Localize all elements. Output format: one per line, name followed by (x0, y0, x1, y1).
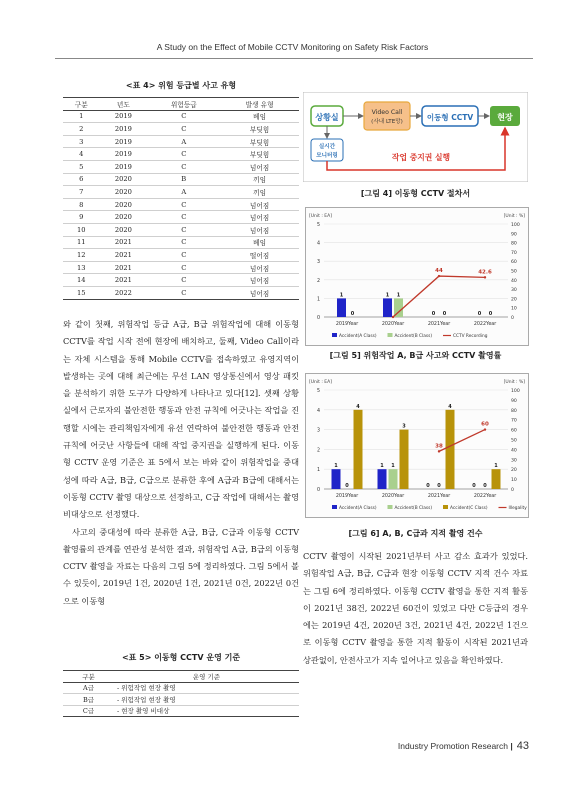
y-tick-label: 4 (316, 408, 320, 414)
y-tick-label: 5 (316, 223, 320, 228)
figure6-caption: [그림 6] A, B, C급과 지적 촬영 건수 (348, 529, 483, 538)
table-cell: 2021 (99, 274, 147, 287)
table-cell: C (147, 274, 220, 287)
legend-swatch (332, 505, 337, 509)
table-row (63, 173, 299, 186)
y-tick-label: 1 (316, 468, 320, 474)
legend-label: CCTV Recording (453, 334, 488, 339)
data-label: 0 (483, 483, 487, 489)
table-cell: 베임 (220, 236, 299, 249)
left-axis-unit: [Unit : EA] (309, 380, 332, 385)
y2-tick-label: 50 (511, 438, 517, 444)
y2-tick-label: 40 (511, 448, 517, 454)
table4 (63, 97, 299, 300)
data-label: 3 (402, 423, 406, 430)
bar (492, 469, 501, 489)
table-row (63, 682, 299, 694)
line-data-label: 60 (481, 421, 489, 428)
table-cell: C (147, 236, 220, 249)
table-cell: 부딪힘 (220, 135, 299, 148)
table-cell: B (147, 173, 220, 186)
table-cell: C (147, 148, 220, 161)
legend-swatch (388, 333, 393, 337)
table-cell: C (147, 211, 220, 224)
data-label: 0 (477, 311, 482, 317)
bar (446, 410, 455, 489)
figure4-caption: [그림 4] 이동형 CCTV 절차서 (360, 189, 471, 198)
y2-tick-label: 70 (511, 418, 517, 424)
right-axis-unit: [Unit : %] (503, 380, 525, 385)
line-point (484, 276, 486, 278)
table-cell: 2019 (99, 123, 147, 136)
x-tick-label: 2022Year (473, 322, 497, 327)
table-cell: 2019 (99, 148, 147, 161)
table-cell: 넘어짐 (220, 211, 299, 224)
data-label: 0 (442, 311, 447, 317)
data-label: 0 (426, 483, 430, 489)
table-row (63, 705, 299, 717)
line-point (392, 316, 394, 318)
table-cell: A (147, 186, 220, 199)
bar (378, 469, 387, 489)
table-cell: 베임 (220, 110, 299, 123)
y2-tick-label: 0 (511, 488, 514, 493)
x-tick-label: 2022Year (473, 494, 497, 499)
y2-tick-label: 40 (511, 278, 517, 284)
data-label: 0 (488, 311, 493, 317)
x-tick-label: 2019Year (335, 494, 359, 499)
line-data-label: 44 (435, 268, 443, 275)
y2-tick-label: 20 (511, 297, 517, 303)
left-body-text (63, 316, 299, 610)
table-cell: 2020 (99, 186, 147, 199)
table-cell: C (147, 261, 220, 274)
data-label: 1 (380, 463, 384, 470)
table-cell: C (147, 249, 220, 262)
data-label: 1 (385, 292, 390, 299)
data-label: 1 (339, 292, 344, 299)
y2-tick-label: 30 (511, 458, 517, 464)
y2-tick-label: 60 (511, 428, 517, 434)
table-row (63, 135, 299, 148)
y-tick-label: 3 (316, 260, 320, 266)
monitoring-label: 모니터링 (316, 153, 338, 159)
data-label: 0 (431, 311, 436, 317)
table-cell: A (147, 135, 220, 148)
y2-tick-label: 60 (511, 260, 517, 266)
table-cell: C (147, 223, 220, 236)
table-cell: 2022 (99, 286, 147, 299)
table-cell: 11 (63, 236, 99, 249)
table-cell: 5 (63, 160, 99, 173)
right-axis-unit: [Unit : %] (503, 214, 525, 219)
table-cell: - 현장 촬영 비대상 (114, 705, 299, 717)
table-cell: 7 (63, 186, 99, 199)
table-cell: 2021 (99, 249, 147, 262)
table-cell: 4 (63, 148, 99, 161)
table-row (63, 198, 299, 211)
table4-header: 발생 유형 (220, 98, 299, 111)
table-cell: 1 (63, 110, 99, 123)
table-cell: C급 (63, 705, 114, 717)
table-cell: 2020 (99, 198, 147, 211)
y2-tick-label: 70 (511, 250, 517, 256)
bar (354, 410, 363, 489)
legend-label: Accident(A Class) (339, 334, 377, 339)
table-cell: 2020 (99, 173, 147, 186)
table-row (63, 286, 299, 299)
y2-tick-label: 20 (511, 468, 517, 474)
data-label: 1 (334, 463, 338, 470)
table-cell: 8 (63, 198, 99, 211)
line-data-label: 38 (435, 443, 443, 450)
left-axis-unit: [Unit : EA] (309, 214, 332, 219)
y-tick-label: 0 (316, 488, 320, 493)
table-cell: 14 (63, 274, 99, 287)
y-tick-label: 0 (316, 316, 320, 321)
table4-header: 년도 (99, 98, 147, 111)
table-cell: C (147, 160, 220, 173)
legend-swatch (443, 505, 448, 509)
table-cell: 2019 (99, 160, 147, 173)
legend-swatch (332, 333, 337, 337)
right-body-text (303, 548, 528, 669)
table-cell: 넘어짐 (220, 223, 299, 236)
table-cell: 부딪힘 (220, 123, 299, 136)
table-cell: 2020 (99, 223, 147, 236)
table-cell: 넘어짐 (220, 286, 299, 299)
paragraph: 사고의 중대성에 따라 분류한 A급, B급, C급과 이동형 CCTV 촬영률의 관계를 연관성 분석한 결과, 위험작업 A급, B급의 이동형 CCTV 촬영을 자료는 다음의 그림 5에 정리하였다. 그림 5에서 볼 수 있듯이, 2019년 1건, 2020년 1건, 2021년 0건, 2022년 0건으로 이동형 (63, 526, 299, 606)
table-cell: C (147, 198, 220, 211)
bar (389, 469, 398, 489)
paragraph: CCTV 촬영이 시작된 2021년부터 사고 감소 효과가 있었다. 위험작업 A급, B급, C급과 현장 이동형 CCTV 지적 건수 자료는 그림 6에 정리하였다. 이동형 CCTV 촬영을 통한 지적 활동이 2021년 38건, 2022년 60건이 있었고 다만 C등급의 경우에는 2019년 4건, 2020년 3건, 2021년 4건, 2022년 1건으로 이동형 CCTV 촬영을 통한 지적 활동이 시작된 2021년과 상관없이, 안전사고가 지속 일어나고 있음을 확인하였다. (303, 551, 528, 665)
table-row (63, 148, 299, 161)
table-cell: C (147, 123, 220, 136)
table-cell: 9 (63, 211, 99, 224)
video-call-label: Video Call (371, 109, 403, 116)
bar (332, 469, 341, 489)
table-cell: 2020 (99, 211, 147, 224)
data-label: 0 (437, 483, 441, 489)
video-call-box (364, 102, 410, 130)
table-cell: 2 (63, 123, 99, 136)
table-row (63, 123, 299, 136)
line-point (484, 428, 486, 430)
table-row (63, 274, 299, 287)
table-cell: 넘어짐 (220, 274, 299, 287)
y2-tick-label: 10 (511, 478, 517, 484)
table-row (63, 110, 299, 123)
data-label: 1 (391, 463, 395, 470)
table-cell: 부딪힘 (220, 148, 299, 161)
table-cell: 2021 (99, 236, 147, 249)
x-tick-label: 2019Year (335, 322, 359, 327)
y2-tick-label: 100 (511, 389, 520, 394)
table-cell: C (147, 110, 220, 123)
mobile-cctv-label: 이동형 CCTV (426, 113, 474, 122)
legend-label: Accident(A Class) (339, 506, 377, 511)
table-cell: - 위험작업 현장 촬영 (114, 682, 299, 694)
table-cell: 떨어짐 (220, 249, 299, 262)
table-cell: 끼임 (220, 173, 299, 186)
y2-tick-label: 30 (511, 288, 517, 294)
line-data-label: 42.6 (478, 269, 492, 276)
table5-header: 구분 (63, 671, 114, 683)
table-cell: 10 (63, 223, 99, 236)
x-tick-label: 2021Year (427, 322, 451, 327)
running-header: A Study on the Effect of Mobile CCTV Monitoring on Safety Risk Factors (156, 42, 429, 52)
table-row (63, 160, 299, 173)
data-label: 4 (356, 403, 360, 410)
table-row (63, 186, 299, 199)
data-label: 0 (472, 483, 476, 489)
y-tick-label: 1 (316, 297, 320, 303)
table-cell: - 위험작업 현장 촬영 (114, 694, 299, 706)
line-point (438, 275, 440, 277)
table4-header: 구분 (63, 98, 99, 111)
journal-name: Industry Promotion Research (397, 741, 508, 751)
data-label: 0 (345, 483, 349, 489)
control-room-label: 상황실 (315, 113, 339, 122)
y-tick-label: 3 (316, 428, 320, 434)
table-row (63, 211, 299, 224)
table-cell: C (147, 286, 220, 299)
site-label: 현장 (497, 113, 513, 122)
table-cell: 넘어짐 (220, 261, 299, 274)
table5-header: 운영 기준 (114, 671, 299, 683)
table-row (63, 223, 299, 236)
bar (400, 430, 409, 489)
legend-label: Accident(C Class) (450, 506, 488, 511)
table4-caption: <표 4> 위험 등급별 사고 유형 (125, 81, 237, 90)
table-cell: 끼임 (220, 186, 299, 199)
table-cell: 15 (63, 286, 99, 299)
table-cell: 넘어짐 (220, 160, 299, 173)
y2-tick-label: 50 (511, 269, 517, 275)
video-call-sub-label: (사내 LTE망) (371, 119, 403, 125)
data-label: 0 (350, 311, 355, 317)
table-cell: 6 (63, 173, 99, 186)
y2-tick-label: 90 (511, 398, 517, 404)
y-tick-label: 2 (316, 278, 320, 284)
y-tick-label: 4 (316, 241, 320, 247)
table-row (63, 236, 299, 249)
bar (337, 298, 346, 317)
legend-label: Accident(B Class) (394, 334, 433, 339)
y2-tick-label: 0 (511, 316, 514, 321)
y2-tick-label: 80 (511, 408, 517, 414)
table-row (63, 261, 299, 274)
legend-swatch (388, 505, 393, 509)
figure5-chart (305, 207, 529, 346)
y-tick-label: 5 (316, 389, 320, 394)
y2-tick-label: 10 (511, 306, 517, 312)
table-cell: 2019 (99, 135, 147, 148)
monitoring-label: 실시간 (318, 144, 336, 150)
table4-header: 위험등급 (147, 98, 220, 111)
legend-label: Accident(B Class) (394, 506, 433, 511)
table-cell: 2021 (99, 261, 147, 274)
page-footer: Industry Promotion Research | 43 (397, 740, 529, 752)
y2-tick-label: 90 (511, 232, 517, 238)
work-stop-label: 작업 중지권 실행 (391, 153, 451, 162)
legend-label: Illegality (508, 506, 527, 511)
x-tick-label: 2020Year (381, 494, 405, 499)
table-cell: 넘어짐 (220, 198, 299, 211)
line-point (438, 450, 440, 452)
bar (383, 298, 392, 317)
page-number: 43 (516, 740, 529, 752)
table-cell: 3 (63, 135, 99, 148)
table-cell: 12 (63, 249, 99, 262)
y2-tick-label: 100 (511, 223, 520, 228)
table-row (63, 694, 299, 706)
data-label: 1 (396, 292, 401, 299)
paragraph: 와 같이 첫째, 위험작업 등급 A급, B급 위험작업에 대해 이동형 CCTV를 작업 시작 전에 현장에 배치하고, 둘째, Video Call이라는 자체 시스템을 통해 Mobile CCTV를 접속하였고 유영지역이 발생하는 곳에 대해 최근에는 무선 LAN 영상통신에서 영상 패킷을 분석하기 위한 도구가 다양하게 나타나고 있다[12]. 셋째 상황실에서 근로자의 불안전한 행동과 안전 규칙에 어긋나는 작업을 진행할 시에는 관리책임자에게 유선 연락하여 불안전한 행동과 안전 규칙에 어긋난 사항들에 대해 작업 중지권을 실행하게 된다. 이동형 CCTV 운영 기준은 표 5에서 보는 바와 같이 위험작업을 중대성에 따라 A급, B급, C급으로 분류한 후에 A급과 B급에 대해서는 이동형 CCTV 촬영 대상으로 선정하고, C급 작업에 대해서는 촬영 비대상으로 선정했다. (63, 319, 299, 520)
table-row (63, 249, 299, 262)
table5-caption: <표 5> 이동형 CCTV 운영 기준 (121, 653, 241, 662)
cctv-procedure-diagram (303, 92, 528, 182)
y-tick-label: 2 (316, 448, 320, 454)
figure5-caption: [그림 5] 위험작업 A, B급 사고와 CCTV 촬영률 (329, 351, 502, 360)
data-label: 1 (494, 463, 498, 470)
figure6-chart (305, 373, 529, 518)
header-rule (55, 58, 533, 59)
table-cell: 13 (63, 261, 99, 274)
x-tick-label: 2021Year (427, 494, 451, 499)
table-cell: 2019 (99, 110, 147, 123)
table-cell: A급 (63, 682, 114, 694)
y2-tick-label: 80 (511, 241, 517, 247)
table5 (63, 670, 299, 717)
table-cell: B급 (63, 694, 114, 706)
data-label: 4 (448, 403, 452, 410)
x-tick-label: 2020Year (381, 322, 405, 327)
